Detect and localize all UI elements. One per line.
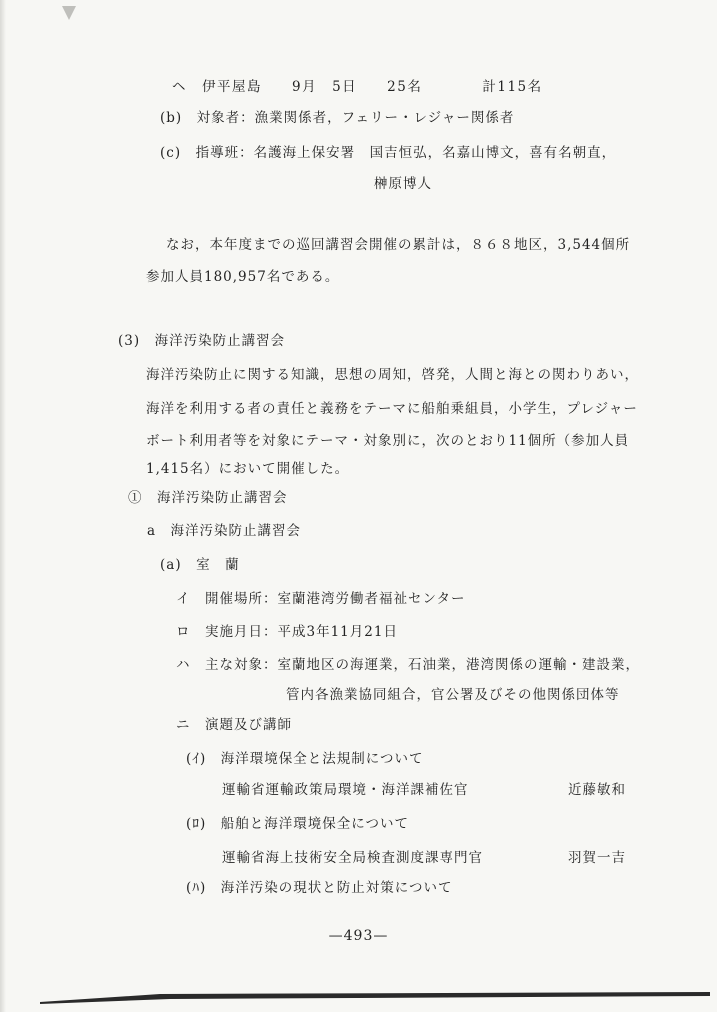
main-target-line: ハ 主な対象：室蘭地区の海運業，石油業，港湾関係の運輸・建設業， [176, 657, 640, 673]
instructor-line: (c) 指導班：名護海上保安署 国吉恒弘，名嘉山博文，喜有名朝直， [160, 145, 617, 161]
speaker-2-title: 運輸省海上技術安全局検査測度課専門官 [222, 850, 483, 866]
target-audience-line: (b) 対象者：漁業関係者，フェリー・レジャー関係者 [160, 110, 515, 126]
venue-line: イ 開催場所：室蘭港湾労働者福祉センター [176, 591, 466, 607]
topic-1: (ｲ) 海洋環境保全と法規制について [186, 751, 424, 767]
subsection-heading-1: ① 海洋汚染防止講習会 [128, 490, 288, 506]
section-body-line-3: ボート利用者等を対象にテーマ・対象別に，次のとおり11個所（参加人員 [146, 433, 630, 449]
speaker-2-name: 羽賀一吉 [568, 850, 626, 866]
location-heading-muroran: (a) 室 蘭 [160, 557, 240, 573]
schedule-line-iheya: ヘ 伊平屋島 9月 5日 25名 計115名 [172, 79, 543, 95]
scan-corner-mark [62, 6, 76, 20]
topic-2: (ﾛ) 船舶と海洋環境保全について [186, 816, 410, 832]
section-body-line-4: 1,415名）において開催した。 [146, 461, 350, 477]
scan-binding-shadow [40, 990, 710, 1004]
main-target-line-cont: 管内各漁業協同組合，官公署及びその他関係団体等 [286, 687, 620, 703]
cumulative-note-line: なお，本年度までの巡回講習会開催の累計は，８６８地区，3,544個所 [166, 237, 631, 253]
section-body-line-1: 海洋汚染防止に関する知識，思想の周知，啓発，人間と海との関わりあい， [146, 367, 639, 383]
instructor-line-cont: 榊原博人 [374, 176, 432, 192]
section-heading-3: (3) 海洋汚染防止講習会 [118, 333, 286, 349]
scan-shadow [0, 0, 6, 1012]
subsection-heading-a: a 海洋汚染防止講習会 [147, 523, 302, 539]
cumulative-note-line-cont: 参加人員180,957名である。 [146, 269, 340, 285]
speaker-1-title: 運輸省運輸政策局環境・海洋課補佐官 [222, 782, 469, 798]
date-line: ロ 実施月日：平成3年11月21日 [176, 624, 398, 640]
topics-heading: ニ 演題及び講師 [176, 717, 292, 733]
section-body-line-2: 海洋を利用する者の責任と義務をテーマに船舶乗組員，小学生，プレジャー [146, 401, 638, 417]
topic-3: (ﾊ) 海洋汚染の現状と防止対策について [186, 880, 453, 896]
speaker-1-name: 近藤敏和 [568, 782, 626, 798]
page-number: —493— [328, 928, 389, 944]
